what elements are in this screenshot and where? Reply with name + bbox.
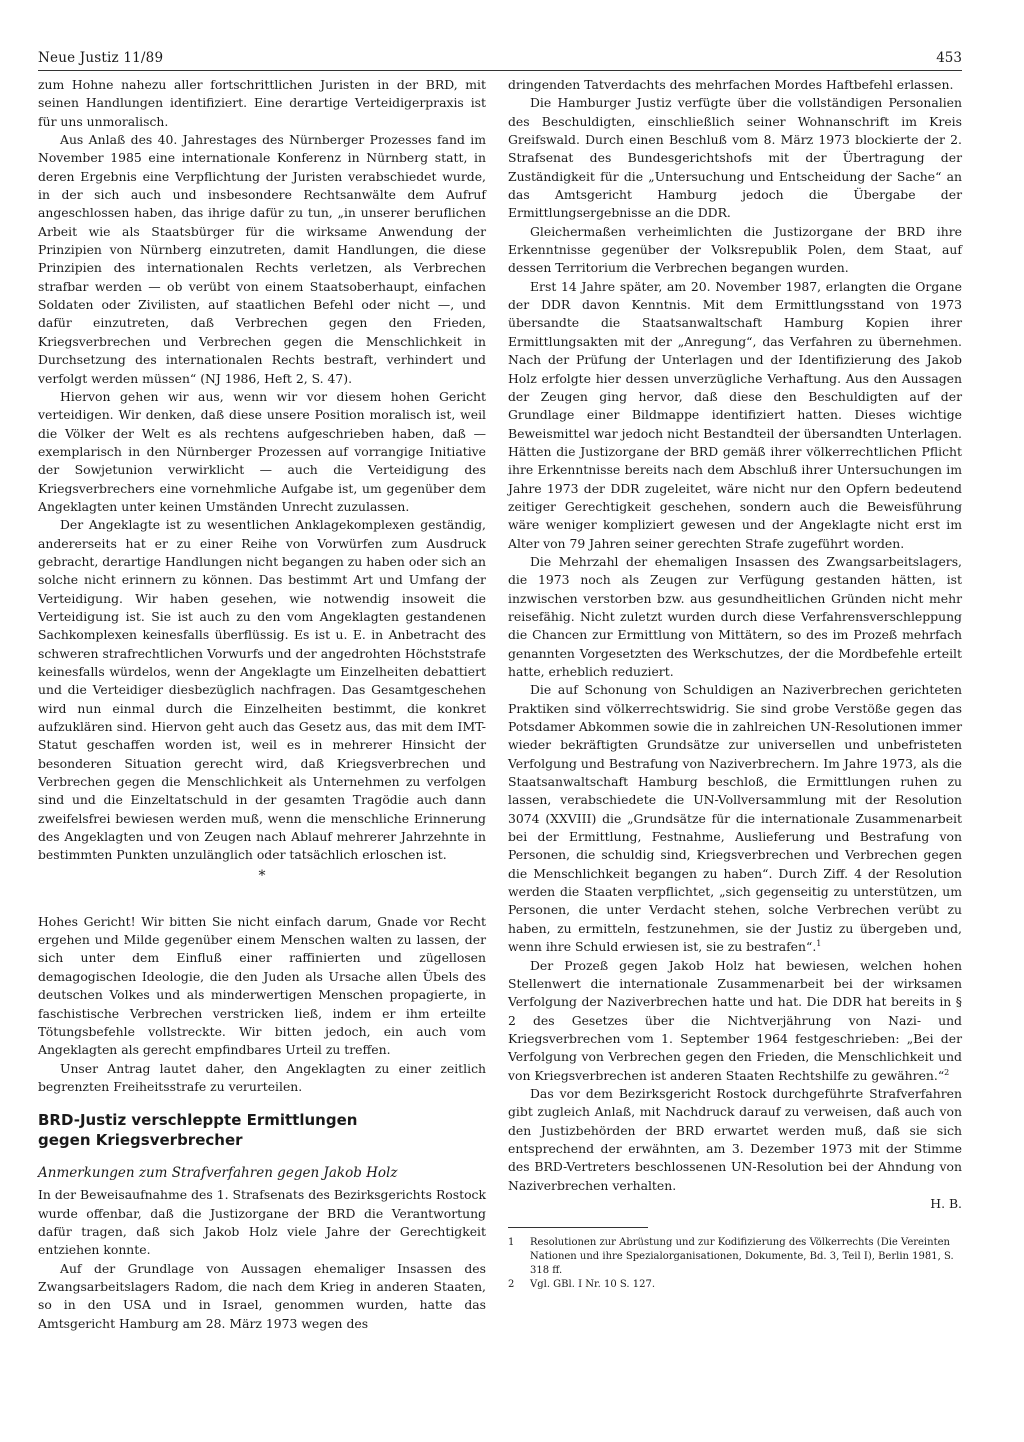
footnotes xyxy=(508,1236,962,1292)
paragraph-text: Der Prozeß gegen Jakob Holz hat bewiesen, welchen hohen Stellenwert die internationale Zusammenarbeit bei der wirksamen Verfolgung der Naziverbrechen hatte und hat. Die DDR hat bereits in § 2 des Gesetzes über die Nichtverjährung von Nazi- und Kriegsverbrechen vom 1. September 1964 festgeschrieben: „Bei der Verfolgung von Verbrechen gegen den Frieden, die Menschlichkeit und von Kriegsverbrechen ist anderen Staaten Rechtshilfe zu gewähren.“ xyxy=(508,957,962,1083)
footnote-reference: 2 xyxy=(944,1067,950,1077)
section-separator: * xyxy=(258,867,266,884)
footnote-rule xyxy=(508,1227,648,1228)
footnote-number: 2 xyxy=(508,1279,515,1291)
article-heading-line: BRD-Justiz verschleppte Ermittlungen xyxy=(38,1111,358,1130)
paragraph-with-footnote xyxy=(508,681,962,956)
header-rule xyxy=(38,70,962,71)
running-head: Neue Justiz 11/89 xyxy=(38,50,164,66)
page-number: 453 xyxy=(936,50,962,66)
article-subheading: Anmerkungen zum Strafverfahren gegen Jakob Holz xyxy=(38,1165,398,1182)
paragraph: dringenden Tatverdachts des mehrfachen Mordes Haftbefehl erlassen. xyxy=(508,77,954,92)
paragraph: Aus Anlaß des 40. Jahrestages des Nürnberger Prozesses fand im November 1985 eine internationale Konferenz in Nürnberg statt, in deren Ergebnis eine Verpflichtung der Juristen verabschiedet wurde, in der sich auch und insbesondere Rechtsanwälte dem Aufruf angeschlossen haben, das ihrige dafür zu tun, „in unserer beruflichen Arbeit wie als Staatsbürger für die wirksame Anwendung der Prinzipien von Nürnberg einzutreten, damit Handlungen, die diese Prinzipien des internationalen Rechts verletzen, als Verbrechen strafbar werden — ob verübt von einem Staatsoberhaupt, einfachen Soldaten oder Zivilisten, auf staatlichen Befehl oder nicht —, und dafür einzutreten, daß Verbrechen gegen den Frieden, Kriegsverbrechen und Verbrechen gegen die Menschlichkeit in Durchsetzung des internationalen Rechts bestraft, verhindert und verfolgt werden müssen“ (NJ 1986, Heft 2, S. 47). xyxy=(38,132,486,386)
paragraph: In der Beweisaufnahme des 1. Strafsenats des Bezirksgerichts Rostock wurde offenbar, daß die Justizorgane der BRD die Verantwortung dafür tragen, daß sich Jakob Holz viele Jahre der Gerechtigkeit entziehen konnte. xyxy=(38,1187,486,1258)
article-heading xyxy=(38,1110,486,1150)
paragraph: Die Hamburger Justiz verfügte über die vollständigen Personalien des Beschuldigten, einschließlich seiner Wohnanschrift im Kreis Greifswald. Durch einen Beschluß vom 8. März 1973 blockierte der 2. Strafsenat des Bundesgerichtshofs mit der Übertragung der Zuständigkeit für die „Untersuchung und Entscheidung der Sache“ an das Amtsgericht Hamburg jedoch die Übergabe der Ermittlungsergebnisse an die DDR. xyxy=(508,95,962,221)
paragraph: Hiervon gehen wir aus, wenn wir vor diesem hohen Gericht verteidigen. Wir denken, daß diese unsere Position moralisch ist, weil die Völker der Welt es als rechtens aufgeschrieben haben, daß — exemplarisch in den Nürnberger Prozessen auf vorrangige Initiative der Sowjetunion verwirklicht — auch die Verteidigung des Kriegsverbrechers eine vornehmliche Aufgabe ist, um gegenüber dem Angeklagten unter keinen Umständen Unrecht zuzulassen. xyxy=(38,388,486,514)
paragraph: Gleichermaßen verheimlichten die Justizorgane der BRD ihre Erkenntnisse gegenüber der Volksrepublik Polen, dem Staat, auf dessen Territorium die Verbrechen begangen wurden. xyxy=(508,223,962,276)
footnote-reference: 1 xyxy=(816,939,822,949)
right-column xyxy=(508,76,962,1292)
article-heading-line: gegen Kriegsverbrecher xyxy=(38,1131,243,1150)
paragraph: Hohes Gericht! Wir bitten Sie nicht einfach darum, Gnade vor Recht ergehen und Milde gegenüber einem Menschen walten zu lassen, der sich unter dem Einfluß einer raffinierten und zügellosen demagogischen Ideologie, die den Juden als Ursache allen Übels des deutschen Volkes und als minderwertigen Menschen propagierte, in faschistische Verbrechen verstricken ließ, indem er ihm erteilte Tötungsbefehle vollstreckte. Wir bitten jedoch, ein auch vom Angeklagten als gerecht empfindbares Urteil zu treffen. xyxy=(38,913,486,1058)
paragraph: zum Hohne nahezu aller fortschrittlichen Juristen in der BRD, mit seinen Handlungen identifiziert. Eine derartige Verteidigerpraxis ist für uns unmoralisch. xyxy=(38,77,486,129)
paragraph: Die Mehrzahl der ehemaligen Insassen des Zwangsarbeitslagers, die 1973 noch als Zeugen zur Verfügung gestanden hätten, ist inzwischen verstorben bzw. aus gesundheitlichen Gründen nicht mehr reisefähig. Nicht zuletzt wurden durch diese Verfahrensverschleppung die Chancen zur Ermittlung von Mittätern, so des im Prozeß mehrfach genannten Vorgesetzten des Werkschutzes, der die Mordbefehle erteilt hatte, erheblich reduziert. xyxy=(508,553,962,679)
footnote xyxy=(508,1236,962,1278)
footnote xyxy=(508,1278,962,1292)
paragraph: Auf der Grundlage von Aussagen ehemaliger Insassen des Zwangsarbeitslagers Radom, die nach dem Krieg in anderen Staaten, so in den USA und in Israel, genommen wurden, hatte das Amtsgericht Hamburg am 28. März 1973 wegen des xyxy=(38,1260,486,1331)
footnote-text: Resolutionen zur Abrüstung und zur Kodifizierung des Völkerrechts (Die Vereinten Nationen und ihre Spezialorganisationen, Dokumente, Bd. 3, Teil I), Berlin 1981, S. 318 ff. xyxy=(530,1237,954,1277)
paragraph: Erst 14 Jahre später, am 20. November 1987, erlangten die Organe der DDR davon Kenntnis. Mit dem Ermittlungsstand von 1973 übersandte die Staatsanwaltschaft Hamburg Kopien ihrer Ermittlungsakten mit der „Anregung“, das Verfahren zu übernehmen. Nach der Prüfung der Unterlagen und der Identifizierung des Jakob Holz erfolgte hier dessen unverzügliche Verhaftung. Aus den Aussagen der Zeugen ging hervor, daß diese den Beschuldigten auf der Grundlage einer Bildmappe identifiziert hatten. Dieses wichtige Beweismittel war jedoch nicht Bestandteil der übersandten Unterlagen. Hätten die Justizorgane der BRD gemäß ihrer völkerrechtlichen Pflicht ihre Erkenntnisse bereits nach dem Abschluß ihrer Untersuchungen im Jahre 1973 der DDR zugeleitet, wäre nicht nur den Opfern bedeutend zeitiger Gerechtigkeit geschehen, sondern auch die Beweisführung wäre weniger kompliziert gewesen und der Angeklagte nicht erst im Alter von 79 Jahren seiner gerechten Strafe zugeführt worden. xyxy=(508,278,962,551)
left-column xyxy=(38,76,486,1333)
paragraph-text: Die auf Schonung von Schuldigen an Naziverbrechen gerichteten Praktiken sind völkerrechtswidrig. Sie sind grobe Verstöße gegen das Potsdamer Abkommen sowie die in zahlreichen UN-Resolutionen immer wieder bekräftigten Grundsätze zur universellen und unbefristeten Verfolgung und Bestrafung von Naziverbrechern. Im Jahre 1973, als die Staatsanwaltschaft Hamburg beschloß, die Ermittlungen ruhen zu lassen, verabschiedete die UN-Vollversammlung mit der Resolution 3074 (XXVIII) die „Grundsätze für die internationale Zusammenarbeit bei der Ermittlung, Festnahme, Auslieferung und Bestrafung von Personen, die schuldig sind, Kriegsverbrechen und Verbrechen gegen die Menschlichkeit begangen zu haben“. Durch Ziff. 4 der Resolution werden die Staaten verpflichtet, „sich gegenseitig zu unterstützen, um Personen, die unter Verdacht stehen, solche Verbrechen verübt zu haben, zu ermitteln, festzunehmen, sie der Justiz zu übergeben und, wenn ihre Schuld erwiesen ist, sie zu bestrafen“. xyxy=(508,682,962,955)
author-initials: H. B. xyxy=(930,1195,962,1211)
paragraph-with-footnote xyxy=(508,957,962,1085)
paragraph: Der Angeklagte ist zu wesentlichen Anklagekomplexen geständig, andererseits hat er zu einer Reihe von Vorwürfen zum Ausdruck gebracht, derartige Handlungen nicht begangen zu haben oder sich an solche nicht erinnern zu können. Das bestimmt Art und Umfang der Verteidigung. Wir haben gesehen, wie notwendig insoweit die Verteidigung ist. Sie ist auch zu den vom Angeklagten gestandenen Sachkomplexen keinesfalls überflüssig. Es ist u. E. in Anbetracht des schweren strafrechtlichen Vorwurfs und der angedrohten Höchststrafe keinesfalls würdelos, wenn der Angeklagte um Einzelheiten debattiert und die Verteidiger diesbezüglich nachfragen. Das Gesamtgeschehen wird nun einmal durch die Einzelheiten bestimmt, die konkret aufzuklären sind. Hiervon geht auch das Gesetz aus, das mit dem IMT-Statut geschaffen worden ist, weil es in mehrerer Hinsicht der besonderen Situation gerecht wird, daß Kriegsverbrechen und Verbrechen gegen die Menschlichkeit als Unternehmen zu verfolgen sind und die Einzeltatschuld in der gesamten Tragödie auch dann zweifelsfrei bewiesen werden muß, wenn die menschliche Erinnerung des Angeklagten und von Zeugen nach Ablauf mehrerer Jahrzehnte in bestimmten Punkten unzulänglich oder tatsächlich erloschen ist. xyxy=(38,517,486,863)
footnote-number: 1 xyxy=(508,1237,515,1249)
paragraph: Unser Antrag lautet daher, den Angeklagten zu einer zeitlich begrenzten Freiheitsstrafe zu verurteilen. xyxy=(38,1060,486,1094)
paragraph: Das vor dem Bezirksgericht Rostock durchgeführte Strafverfahren gibt zugleich Anlaß, mit Nachdruck darauf zu verweisen, daß auch von den Justizbehörden der BRD erwartet werden muß, daß sie sich entsprechend der erwähnten, am 3. Dezember 1973 mit der Stimme des BRD-Vertreters beschlossenen UN-Resolution bei der Ahndung von Naziverbrechen verhalten. xyxy=(508,1085,962,1193)
footnote-text: Vgl. GBl. I Nr. 10 S. 127. xyxy=(530,1279,656,1291)
